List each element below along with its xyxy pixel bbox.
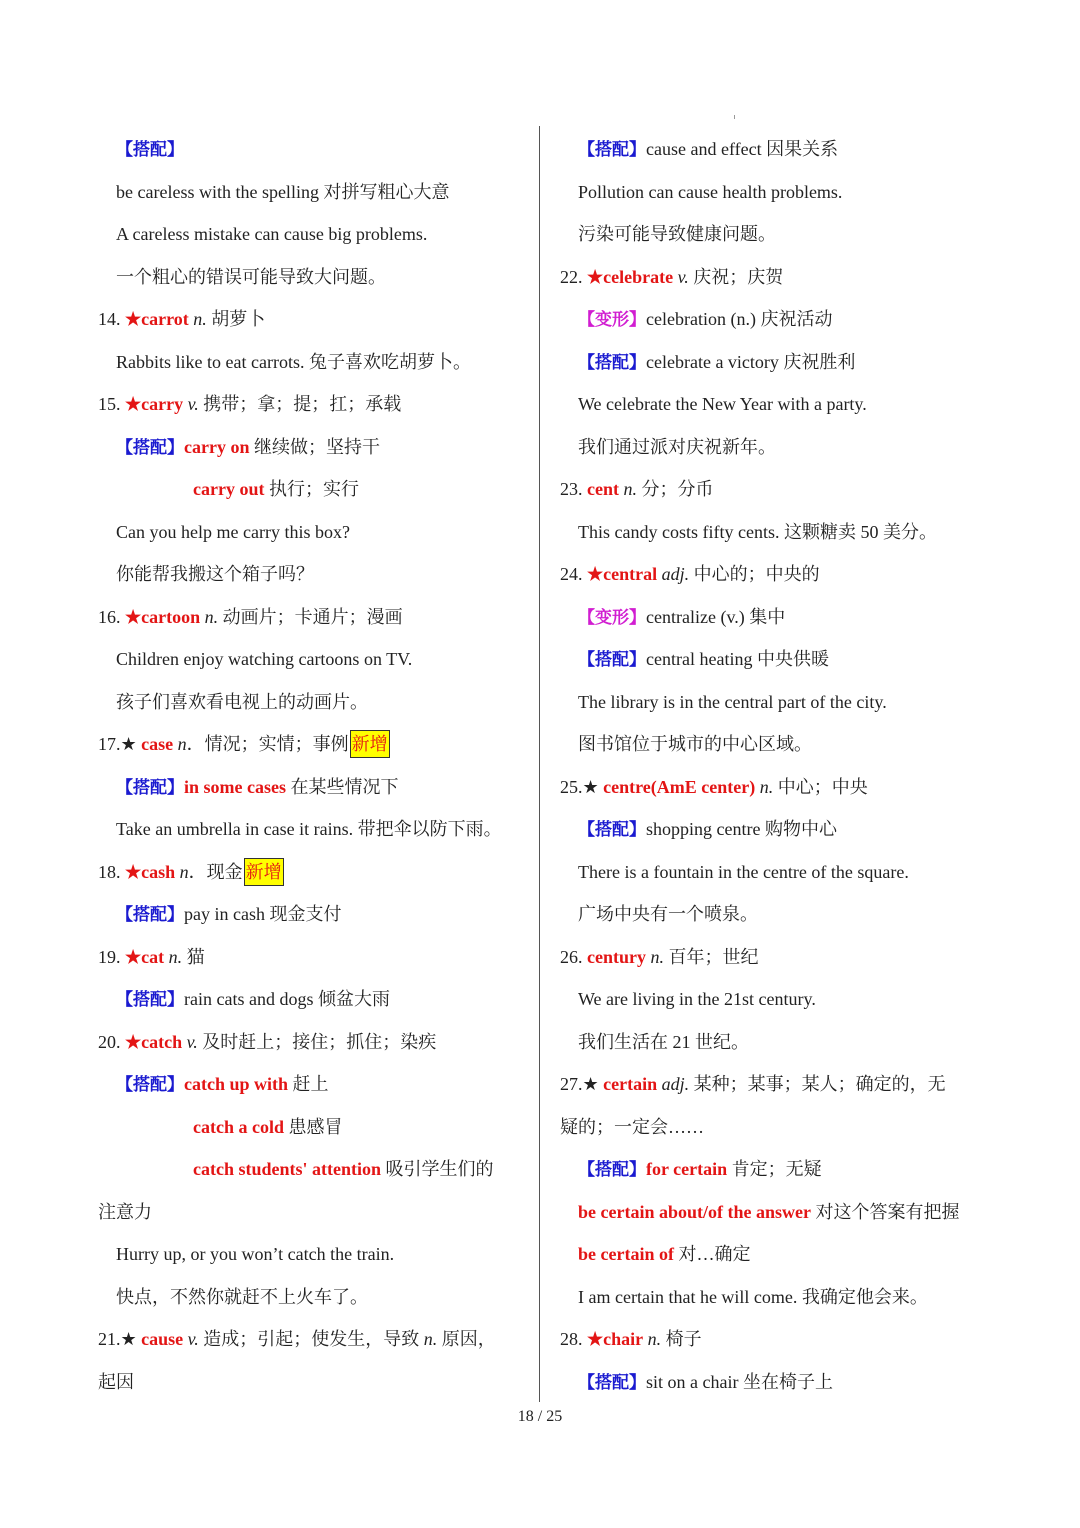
headword: century	[587, 946, 646, 967]
text-line	[560, 596, 990, 639]
headword: in some cases	[184, 776, 286, 797]
text-segment: 疑的；一定会……	[560, 1116, 704, 1137]
text-segment: 继续做；坚持干	[249, 436, 380, 457]
text-line	[560, 383, 990, 426]
text-segment: 广场中央有一个喷泉。	[578, 904, 758, 924]
page-number: 18 / 25	[517, 1408, 563, 1425]
text-segment: 23.	[560, 479, 587, 499]
text-segment: 及时赶上；接住；抓住；染疾	[197, 1031, 437, 1052]
text-line	[560, 808, 990, 851]
text-segment: 17.★	[98, 734, 142, 754]
text-segment: 21.★	[98, 1329, 142, 1349]
text-segment: 肯定；无疑	[727, 1159, 822, 1179]
text-segment: rain cats and dogs 倾盆大雨	[184, 989, 390, 1009]
text-line	[98, 511, 528, 554]
text-segment: 胡萝卜	[206, 309, 266, 329]
text-segment: 28.	[560, 1329, 587, 1349]
text-segment: 百年；世纪	[663, 946, 759, 967]
right-column	[560, 128, 990, 1403]
text-segment: 执行；实行	[264, 479, 359, 499]
text-line	[560, 893, 990, 936]
text-segment: The library is in the central part of the city.	[578, 691, 887, 712]
text-line	[98, 766, 528, 809]
part-of-speech: n.	[643, 1329, 662, 1349]
text-segment: 猫	[182, 946, 205, 967]
text-line	[98, 1361, 528, 1404]
text-segment: 16.	[98, 606, 125, 627]
collocation-tag: 【搭配】	[578, 1372, 646, 1393]
text-segment: 患感冒	[283, 1116, 343, 1137]
text-segment: 20.	[98, 1031, 125, 1052]
new-word-badge: 新增	[350, 730, 390, 758]
text-segment: ．情况；实情；事例	[186, 734, 349, 754]
collocation-tag: 【搭配】	[116, 437, 184, 458]
scan-mark	[734, 115, 735, 119]
text-segment: be careless with the spelling 对拼写粗心大意	[116, 181, 450, 202]
collocation-tag: 【搭配】	[578, 140, 646, 160]
text-line	[98, 936, 528, 979]
collocation-tag: 【搭配】	[116, 777, 184, 798]
text-line	[98, 851, 528, 894]
part-of-speech: adj.	[657, 564, 690, 584]
text-line	[560, 511, 990, 554]
text-line	[98, 1233, 528, 1276]
text-line	[560, 128, 990, 171]
text-segment: We are living in the 21st century.	[578, 989, 816, 1009]
text-segment: 起因	[98, 1371, 134, 1392]
text-segment: centralize (v.) 集中	[646, 606, 786, 627]
headword: ★celebrate	[587, 266, 674, 287]
text-segment: 一个粗心的错误可能导致大问题。	[116, 266, 386, 287]
headword: be certain of	[578, 1244, 674, 1264]
text-line	[560, 851, 990, 894]
text-segment: 在某些情况下	[286, 776, 399, 797]
headword: ★cat	[125, 946, 165, 967]
part-of-speech: n.	[423, 1329, 438, 1349]
text-line	[560, 638, 990, 681]
collocation-tag: 【搭配】	[116, 990, 184, 1010]
text-line	[98, 171, 528, 214]
text-segment: I am certain that he will come. 我确定他会来。	[578, 1286, 928, 1307]
collocation-tag: 【搭配】	[578, 1160, 646, 1180]
text-segment: This candy costs fifty cents. 这颗糖卖 50 美分。	[578, 521, 937, 542]
text-segment: ．现金	[188, 861, 243, 882]
text-segment: 对这个答案有把握	[810, 1201, 960, 1222]
text-line	[560, 681, 990, 724]
text-line	[98, 893, 528, 936]
text-line	[98, 383, 528, 426]
text-segment: 中心；中央	[773, 776, 868, 797]
headword: catch a cold	[193, 1116, 284, 1137]
text-line	[98, 1191, 528, 1234]
text-segment: 赶上	[288, 1074, 329, 1094]
text-line	[98, 468, 528, 511]
text-segment: 吸引学生们的	[381, 1159, 494, 1179]
text-segment: Rabbits like to eat carrots. 兔子喜欢吃胡萝卜。	[116, 351, 471, 372]
text-line	[560, 723, 990, 766]
text-line	[98, 596, 528, 639]
text-segment: 15.	[98, 394, 125, 414]
collocation-tag: 【搭配】	[116, 140, 184, 160]
text-segment: There is a fountain in the centre of the square.	[578, 861, 909, 882]
text-segment: pay in cash 现金支付	[184, 904, 342, 924]
text-segment: Children enjoy watching cartoons on TV.	[116, 649, 413, 669]
text-segment: 孩子们喜欢看电视上的动画片。	[116, 691, 368, 712]
text-segment: cause and effect 因果关系	[646, 139, 839, 159]
headword: cent	[587, 479, 619, 499]
text-segment: We celebrate the New Year with a party.	[578, 394, 867, 414]
part-of-speech: v.	[183, 1329, 199, 1349]
text-line	[98, 128, 528, 171]
text-line	[560, 468, 990, 511]
text-line	[98, 1021, 528, 1064]
text-segment: 动画片；卡通片；漫画	[218, 606, 403, 627]
text-line	[98, 553, 528, 596]
part-of-speech: n.	[188, 309, 207, 329]
headword: centre(AmE center)	[603, 776, 756, 797]
text-segment: 分；分币	[636, 479, 714, 499]
text-line	[560, 553, 990, 596]
text-segment: 庆祝；庆贺	[688, 266, 784, 287]
text-line	[560, 1063, 990, 1106]
text-segment: shopping centre 购物中心	[646, 819, 837, 839]
text-segment: celebrate a victory 庆祝胜利	[646, 351, 856, 372]
text-segment: 某种；某事；某人；确定的，无	[689, 1074, 946, 1094]
text-line	[98, 1148, 528, 1191]
text-segment: Pollution can cause health problems.	[578, 181, 843, 202]
text-line	[560, 341, 990, 384]
text-line	[560, 1276, 990, 1319]
part-of-speech: n.	[164, 946, 183, 967]
text-segment: central heating 中央供暖	[646, 649, 829, 669]
text-line	[560, 936, 990, 979]
part-of-speech: n.	[755, 776, 774, 797]
part-of-speech: n	[173, 734, 187, 754]
headword: catch students' attention	[193, 1159, 381, 1179]
collocation-tag: 【搭配】	[116, 905, 184, 925]
text-segment: 注意力	[98, 1201, 152, 1222]
collocation-tag: 【搭配】	[578, 352, 646, 373]
text-line	[98, 1063, 528, 1106]
text-segment: 25.★	[560, 776, 604, 797]
text-line	[560, 1106, 990, 1149]
new-word-badge: 新增	[244, 858, 284, 886]
headword: ★cartoon	[125, 606, 201, 627]
text-segment: 快点，不然你就赶不上火车了。	[116, 1286, 368, 1307]
text-line	[98, 1318, 528, 1361]
text-line	[560, 1361, 990, 1404]
headword: carry on	[184, 436, 250, 457]
part-of-speech: n.	[618, 479, 637, 499]
word-form-tag: 【变形】	[578, 310, 646, 330]
text-line	[560, 426, 990, 469]
part-of-speech: v.	[182, 1031, 198, 1052]
headword: cause	[141, 1329, 184, 1349]
text-segment: 造成；引起；使发生，导致	[198, 1329, 424, 1349]
headword: ★cash	[125, 861, 176, 882]
part-of-speech: adj.	[657, 1074, 690, 1094]
text-segment: 污染可能导致健康问题。	[578, 224, 776, 244]
text-line	[560, 1233, 990, 1276]
column-divider	[539, 126, 540, 1402]
text-line	[98, 341, 528, 384]
text-line	[98, 638, 528, 681]
text-segment: 26.	[560, 946, 587, 967]
text-segment: 18.	[98, 861, 125, 882]
text-segment: 24.	[560, 564, 587, 584]
text-segment: Hurry up, or you won’t catch the train.	[116, 1244, 395, 1264]
text-segment: 19.	[98, 946, 125, 967]
headword: catch up with	[184, 1074, 289, 1094]
text-line	[98, 256, 528, 299]
left-column	[98, 128, 528, 1403]
text-line	[560, 256, 990, 299]
text-line	[98, 1276, 528, 1319]
part-of-speech: n.	[645, 946, 664, 967]
collocation-tag: 【搭配】	[578, 820, 646, 840]
headword: for certain	[646, 1159, 728, 1179]
text-segment: 椅子	[661, 1329, 702, 1349]
text-segment: 我们生活在 21 世纪。	[578, 1031, 749, 1052]
text-line	[560, 1318, 990, 1361]
text-line	[98, 723, 528, 766]
headword: certain	[603, 1074, 658, 1094]
text-line	[98, 808, 528, 851]
headword: ★carrot	[125, 309, 189, 329]
text-line	[560, 171, 990, 214]
text-segment: celebration (n.) 庆祝活动	[646, 309, 833, 329]
text-line	[560, 1021, 990, 1064]
part-of-speech: v.	[673, 266, 689, 287]
text-segment: 原因，	[437, 1329, 496, 1349]
text-segment: A careless mistake can cause big problems.	[116, 224, 428, 244]
text-line	[560, 1148, 990, 1191]
part-of-speech: n	[175, 861, 189, 882]
word-form-tag: 【变形】	[578, 607, 646, 628]
text-segment: 我们通过派对庆祝新年。	[578, 436, 776, 457]
text-segment: 14.	[98, 309, 125, 329]
text-segment: Can you help me carry this box?	[116, 521, 350, 542]
headword: ★chair	[587, 1329, 644, 1349]
text-segment: 携带；拿；提；扛；承载	[198, 394, 402, 414]
text-segment: sit on a chair 坐在椅子上	[646, 1371, 833, 1392]
collocation-tag: 【搭配】	[116, 1075, 184, 1095]
text-line	[98, 213, 528, 256]
text-line	[560, 298, 990, 341]
part-of-speech: v.	[183, 394, 199, 414]
text-segment: 27.★	[560, 1074, 604, 1094]
text-line	[98, 978, 528, 1021]
text-line	[560, 766, 990, 809]
text-segment: Take an umbrella in case it rains. 带把伞以防下雨。	[116, 819, 502, 839]
text-segment: 22.	[560, 266, 587, 287]
text-line	[560, 1191, 990, 1234]
headword: ★carry	[125, 394, 184, 414]
text-line	[98, 681, 528, 724]
text-line	[98, 298, 528, 341]
part-of-speech: n.	[200, 606, 219, 627]
text-line	[560, 978, 990, 1021]
text-line	[98, 1106, 528, 1149]
text-segment: 图书馆位于城市的中心区域。	[578, 734, 812, 754]
headword: carry out	[193, 479, 265, 499]
text-line	[98, 426, 528, 469]
text-segment: 你能帮我搬这个箱子吗？	[116, 564, 314, 584]
text-line	[560, 213, 990, 256]
headword: ★catch	[125, 1031, 183, 1052]
text-segment: 中心的；中央的	[689, 564, 820, 584]
headword: ★central	[587, 564, 658, 584]
headword: case	[141, 734, 174, 754]
text-segment: 对…确定	[673, 1244, 751, 1264]
headword: be certain about/of the answer	[578, 1201, 811, 1222]
collocation-tag: 【搭配】	[578, 650, 646, 670]
